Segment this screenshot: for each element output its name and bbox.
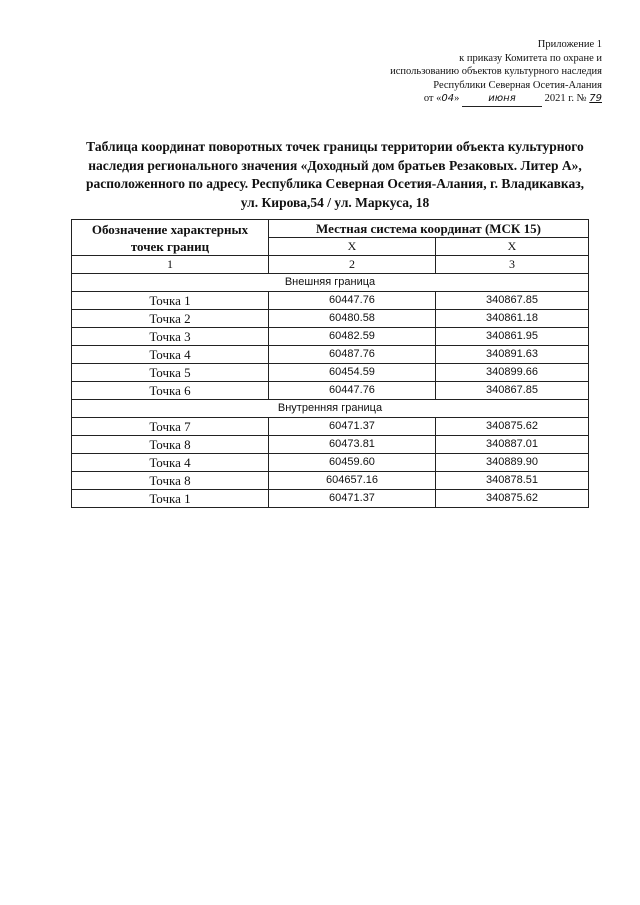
inner-boundary-rows — [72, 418, 589, 508]
point-designation-header: Обозначение характерных точек границ — [72, 220, 269, 256]
point-cell: Точка 5 — [72, 364, 269, 382]
y-coordinate-cell: 340861.18 — [436, 310, 589, 328]
x-coordinate-cell: 60482.59 — [269, 328, 436, 346]
x-coordinate-cell: 604657.16 — [269, 472, 436, 490]
table-row — [72, 310, 589, 328]
date-year: 2021 г. № — [544, 93, 587, 104]
x-coordinate-cell: 60473.81 — [269, 436, 436, 454]
x-coordinate-cell: 60487.76 — [269, 346, 436, 364]
column-number-2: 2 — [269, 256, 436, 274]
y-coordinate-cell: 340861.95 — [436, 328, 589, 346]
document-title: Таблица координат поворотных точек границы территории объекта культурного наследия регионального значения «Доходный дом братьев Резаковых. Литер А», расположенного по адресу. Республика Северная Осетия-Алания, г. Владикавказ, ул. Кирова,54 / ул. Маркуса, 18 — [85, 139, 585, 210]
point-cell: Точка 1 — [72, 490, 269, 508]
column-number-1: 1 — [72, 256, 269, 274]
appendix-header — [390, 38, 602, 107]
republic-name: Республики Северная Осетия-Алания — [433, 79, 602, 91]
inner-boundary-row — [72, 400, 589, 418]
header-row — [72, 220, 589, 238]
point-cell: Точка 1 — [72, 292, 269, 310]
y-coordinate-cell: 340875.62 — [436, 418, 589, 436]
point-cell: Точка 4 — [72, 346, 269, 364]
committee-name: использованию объектов культурного наследия — [390, 66, 602, 77]
table-row — [72, 472, 589, 490]
outer-boundary-rows — [72, 292, 589, 400]
x-coordinate-cell: 60454.59 — [269, 364, 436, 382]
coordinate-system-header: Местная система координат (МСК 15) — [269, 220, 589, 238]
x-coordinate-cell: 60480.58 — [269, 310, 436, 328]
outer-boundary-label: Внешняя граница — [72, 274, 589, 292]
point-cell: Точка 4 — [72, 454, 269, 472]
x-coordinate-cell: 60447.76 — [269, 292, 436, 310]
order-number: 79 — [589, 93, 602, 104]
order-reference: к приказу Комитета по охране и — [459, 52, 602, 64]
inner-boundary-label: Внутренняя граница — [72, 400, 589, 418]
x-coordinate-cell: 60459.60 — [269, 454, 436, 472]
appendix-label: Приложение 1 — [537, 39, 602, 50]
date-prefix: от « — [423, 93, 442, 104]
point-cell: Точка 7 — [72, 418, 269, 436]
x-header-2: X — [436, 238, 589, 256]
outer-boundary-row — [72, 274, 589, 292]
y-coordinate-cell: 340899.66 — [436, 364, 589, 382]
point-cell: Точка 8 — [72, 436, 269, 454]
order-date-line — [390, 92, 602, 107]
x-coordinate-cell: 60471.37 — [269, 418, 436, 436]
table-row — [72, 364, 589, 382]
point-cell: Точка 3 — [72, 328, 269, 346]
x-header-1: X — [269, 238, 436, 256]
x-coordinate-cell: 60471.37 — [269, 490, 436, 508]
column-number-row — [72, 256, 589, 274]
date-month: июня — [462, 92, 542, 107]
y-coordinate-cell: 340867.85 — [436, 292, 589, 310]
table-row — [72, 346, 589, 364]
point-cell: Точка 8 — [72, 472, 269, 490]
column-number-3: 3 — [436, 256, 589, 274]
table-row — [72, 436, 589, 454]
y-coordinate-cell: 340867.85 — [436, 382, 589, 400]
point-cell: Точка 6 — [72, 382, 269, 400]
table-row — [72, 454, 589, 472]
y-coordinate-cell: 340891.63 — [436, 346, 589, 364]
table-row — [72, 382, 589, 400]
y-coordinate-cell: 340875.62 — [436, 490, 589, 508]
table-row — [72, 328, 589, 346]
date-day: 04 — [441, 93, 455, 104]
date-mid: » — [454, 93, 460, 104]
x-coordinate-cell: 60447.76 — [269, 382, 436, 400]
table-row — [72, 418, 589, 436]
coordinates-table — [71, 219, 589, 508]
y-coordinate-cell: 340889.90 — [436, 454, 589, 472]
y-coordinate-cell: 340878.51 — [436, 472, 589, 490]
table-row — [72, 490, 589, 508]
y-coordinate-cell: 340887.01 — [436, 436, 589, 454]
table-row — [72, 292, 589, 310]
point-cell: Точка 2 — [72, 310, 269, 328]
